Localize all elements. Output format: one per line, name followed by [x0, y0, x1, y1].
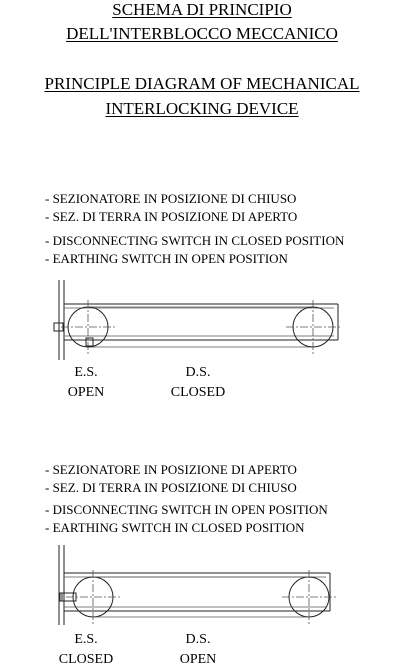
state2-es-name: E.S. — [74, 632, 98, 647]
state1-es-state: OPEN — [67, 385, 105, 400]
state2-ds-state: OPEN — [179, 652, 217, 667]
state1-condition-4: - EARTHING SWITCH IN OPEN POSITION — [45, 251, 288, 266]
state2-condition-4: - EARTHING SWITCH IN CLOSED POSITION — [45, 520, 305, 535]
state2-condition-2: - SEZ. DI TERRA IN POSIZIONE DI CHIUSO — [45, 480, 297, 495]
state1-interlock-diagram — [0, 280, 404, 360]
state1-condition-3: - DISCONNECTING SWITCH IN CLOSED POSITION — [45, 233, 345, 248]
state2-ds-name: D.S. — [185, 632, 211, 647]
state2-interlock-diagram — [0, 545, 404, 625]
locking-notch — [86, 338, 93, 346]
state1-condition-1: - SEZIONATORE IN POSIZIONE DI CHIUSO — [45, 191, 297, 206]
state1-condition-2: - SEZ. DI TERRA IN POSIZIONE DI APERTO — [45, 209, 298, 224]
state2-condition-1: - SEZIONATORE IN POSIZIONE DI APERTO — [45, 462, 297, 477]
state2-condition-3: - DISCONNECTING SWITCH IN OPEN POSITION — [45, 502, 328, 517]
earthing-switch-disc — [68, 307, 108, 347]
disconnecting-switch-disc — [293, 307, 333, 347]
title-italian-line1: SCHEMA DI PRINCIPIO — [112, 0, 292, 19]
state1-es-name: E.S. — [74, 365, 98, 380]
state1-ds-state: CLOSED — [170, 385, 226, 400]
title-english-line1: PRINCIPLE DIAGRAM OF MECHANICAL — [44, 74, 360, 93]
title-english-line2: INTERLOCKING DEVICE — [105, 99, 299, 118]
state1-ds-name: D.S. — [185, 365, 211, 380]
title-italian-line2: DELL'INTERBLOCCO MECCANICO — [66, 24, 338, 43]
state2-es-state: CLOSED — [58, 652, 114, 667]
